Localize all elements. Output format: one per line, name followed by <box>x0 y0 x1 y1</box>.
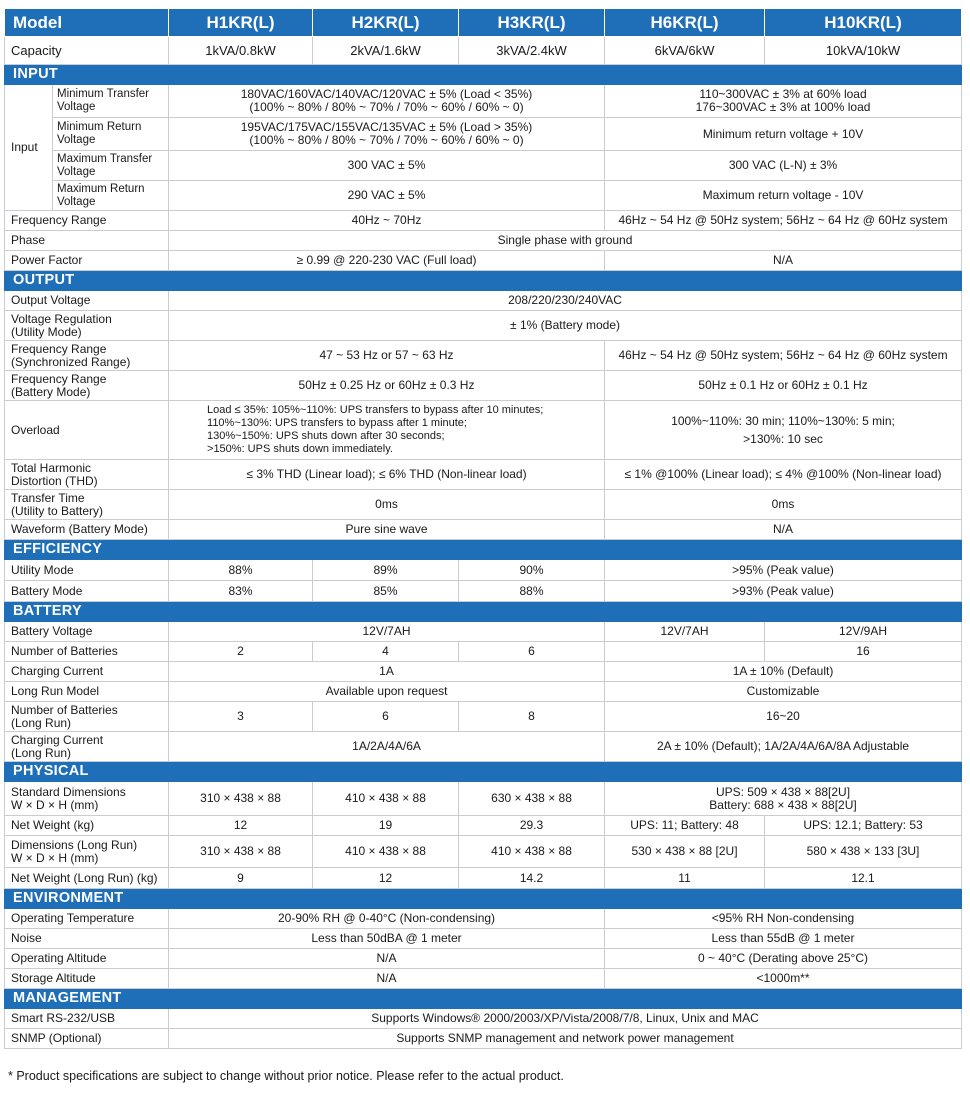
spec-label: Operating Altitude <box>5 949 169 969</box>
spec-value: 40Hz ~ 70Hz <box>169 211 605 231</box>
spec-value: 290 VAC ± 5% <box>169 181 605 211</box>
spec-row <box>5 642 962 662</box>
section-header-battery: BATTERY <box>5 602 962 622</box>
spec-value: 410 × 438 × 88 <box>459 836 605 868</box>
section-header-efficiency: EFFICIENCY <box>5 540 962 560</box>
spec-value: ≤ 3% THD (Linear load); ≤ 6% THD (Non-linear load) <box>169 460 605 490</box>
spec-row <box>5 581 962 602</box>
spec-value: Less than 55dB @ 1 meter <box>605 929 962 949</box>
spec-label: Smart RS-232/USB <box>5 1009 169 1029</box>
spec-value: Available upon request <box>169 682 605 702</box>
spec-value: 29.3 <box>459 816 605 836</box>
spec-value: 8 <box>459 702 605 732</box>
spec-row <box>5 1029 962 1049</box>
spec-value: 300 VAC (L-N) ± 3% <box>605 151 962 181</box>
spec-label: Net Weight (Long Run) (kg) <box>5 868 169 889</box>
spec-value: 12V/7AH <box>605 622 765 642</box>
spec-label: Number of Batteries (Long Run) <box>5 702 169 732</box>
spec-value: N/A <box>169 969 605 989</box>
spec-label: Long Run Model <box>5 682 169 702</box>
spec-value: 16 <box>765 642 962 662</box>
spec-value: ≤ 1% @100% (Linear load); ≤ 4% @100% (Non-linear load) <box>605 460 962 490</box>
spec-value: >95% (Peak value) <box>605 560 962 581</box>
spec-value: 50Hz ± 0.1 Hz or 60Hz ± 0.1 Hz <box>605 371 962 401</box>
spec-row <box>5 1009 962 1029</box>
spec-row <box>5 151 962 181</box>
spec-row <box>5 949 962 969</box>
model-header-label: Model <box>5 9 169 37</box>
spec-value: 310 × 438 × 88 <box>169 782 313 816</box>
spec-label: Total Harmonic Distortion (THD) <box>5 460 169 490</box>
spec-row <box>5 231 962 251</box>
spec-label: Overload <box>5 401 169 460</box>
spec-value: Pure sine wave <box>169 520 605 540</box>
capacity-value: 6kVA/6kW <box>605 37 765 65</box>
capacity-value: 1kVA/0.8kW <box>169 37 313 65</box>
spec-value: 88% <box>459 581 605 602</box>
spec-value: 310 × 438 × 88 <box>169 836 313 868</box>
spec-row <box>5 251 962 271</box>
spec-label: Storage Altitude <box>5 969 169 989</box>
spec-row <box>5 782 962 816</box>
spec-row <box>5 211 962 231</box>
model-h2kr: H2KR(L) <box>313 9 459 37</box>
spec-row <box>5 909 962 929</box>
spec-label: Waveform (Battery Mode) <box>5 520 169 540</box>
model-h6kr: H6KR(L) <box>605 9 765 37</box>
spec-row <box>5 460 962 490</box>
spec-label: Number of Batteries <box>5 642 169 662</box>
spec-value: 47 ~ 53 Hz or 57 ~ 63 Hz <box>169 341 605 371</box>
spec-value: 20-90% RH @ 0-40°C (Non-condensing) <box>169 909 605 929</box>
capacity-label: Capacity <box>5 37 169 65</box>
spec-label: Minimum Transfer Voltage <box>53 85 169 118</box>
spec-value: ± 1% (Battery mode) <box>169 311 962 341</box>
spec-row <box>5 929 962 949</box>
spec-label: Battery Mode <box>5 581 169 602</box>
spec-value: 195VAC/175VAC/155VAC/135VAC ± 5% (Load > 35%) (100% ~ 80% / 80% ~ 70% / 70% ~ 60% / 60% ~ 0) <box>169 118 605 151</box>
spec-value: UPS: 11; Battery: 48 <box>605 816 765 836</box>
spec-value: 110~300VAC ± 3% at 60% load 176~300VAC ± 3% at 100% load <box>605 85 962 118</box>
spec-value: N/A <box>169 949 605 969</box>
section-header-input: INPUT <box>5 65 962 85</box>
spec-value: 12 <box>169 816 313 836</box>
input-group-label: Input <box>5 85 53 211</box>
spec-label: Frequency Range (Synchronized Range) <box>5 341 169 371</box>
section-header-management: MANAGEMENT <box>5 989 962 1009</box>
spec-value: N/A <box>605 251 962 271</box>
capacity-row <box>5 37 962 65</box>
spec-row <box>5 868 962 889</box>
spec-label: Voltage Regulation (Utility Mode) <box>5 311 169 341</box>
spec-value: Less than 50dBA @ 1 meter <box>169 929 605 949</box>
spec-label: Standard Dimensions W × D × H (mm) <box>5 782 169 816</box>
spec-label: Power Factor <box>5 251 169 271</box>
model-h3kr: H3KR(L) <box>459 9 605 37</box>
spec-label: Maximum Return Voltage <box>53 181 169 211</box>
spec-label: Frequency Range (Battery Mode) <box>5 371 169 401</box>
spec-value: 19 <box>313 816 459 836</box>
spec-label: Output Voltage <box>5 291 169 311</box>
capacity-value: 10kVA/10kW <box>765 37 962 65</box>
spec-row <box>5 702 962 732</box>
footnote: * Product specifications are subject to change without prior notice. Please refer to the actual product. <box>8 1069 564 1083</box>
spec-row <box>5 732 962 762</box>
spec-value <box>605 642 765 662</box>
spec-value: Load ≤ 35%: 105%~110%: UPS transfers to bypass after 10 minutes; 110%~130%: UPS transfers to bypass after 1 minute; 130%~150%: UPS shuts down after 30 seconds; >150%: UPS shuts down immediately. <box>169 401 605 460</box>
spec-label: Charging Current <box>5 662 169 682</box>
spec-table <box>4 8 962 1049</box>
spec-value: 3 <box>169 702 313 732</box>
header-row <box>5 9 962 37</box>
spec-row <box>5 291 962 311</box>
spec-label: SNMP (Optional) <box>5 1029 169 1049</box>
spec-row <box>5 622 962 642</box>
spec-row <box>5 816 962 836</box>
spec-value: 12V/9AH <box>765 622 962 642</box>
spec-value: 300 VAC ± 5% <box>169 151 605 181</box>
spec-label: Operating Temperature <box>5 909 169 929</box>
spec-value: 0ms <box>169 490 605 520</box>
spec-value: 16~20 <box>605 702 962 732</box>
spec-value: 1A/2A/4A/6A <box>169 732 605 762</box>
spec-value: 0ms <box>605 490 962 520</box>
spec-label: Minimum Return Voltage <box>53 118 169 151</box>
spec-value: <95% RH Non-condensing <box>605 909 962 929</box>
spec-value: 410 × 438 × 88 <box>313 782 459 816</box>
spec-value: 83% <box>169 581 313 602</box>
spec-label: Utility Mode <box>5 560 169 581</box>
spec-value: 4 <box>313 642 459 662</box>
spec-value: 2 <box>169 642 313 662</box>
spec-row <box>5 118 962 151</box>
model-h10kr: H10KR(L) <box>765 9 962 37</box>
spec-value: ≥ 0.99 @ 220-230 VAC (Full load) <box>169 251 605 271</box>
spec-row <box>5 371 962 401</box>
spec-value: UPS: 509 × 438 × 88[2U] Battery: 688 × 438 × 88[2U] <box>605 782 962 816</box>
spec-value: Maximum return voltage - 10V <box>605 181 962 211</box>
spec-value: 11 <box>605 868 765 889</box>
capacity-value: 3kVA/2.4kW <box>459 37 605 65</box>
spec-value: 12 <box>313 868 459 889</box>
spec-label: Charging Current (Long Run) <box>5 732 169 762</box>
spec-label: Frequency Range <box>5 211 169 231</box>
spec-value: 90% <box>459 560 605 581</box>
spec-row <box>5 836 962 868</box>
spec-value: 46Hz ~ 54 Hz @ 50Hz system; 56Hz ~ 64 Hz @ 60Hz system <box>605 211 962 231</box>
spec-row <box>5 560 962 581</box>
spec-value: UPS: 12.1; Battery: 53 <box>765 816 962 836</box>
spec-row <box>5 662 962 682</box>
spec-value: Single phase with ground <box>169 231 962 251</box>
spec-value: 46Hz ~ 54 Hz @ 50Hz system; 56Hz ~ 64 Hz @ 60Hz system <box>605 341 962 371</box>
spec-label: Transfer Time (Utility to Battery) <box>5 490 169 520</box>
spec-value: 410 × 438 × 88 <box>313 836 459 868</box>
spec-row <box>5 311 962 341</box>
spec-label: Net Weight (kg) <box>5 816 169 836</box>
spec-value: 85% <box>313 581 459 602</box>
model-h1kr: H1KR(L) <box>169 9 313 37</box>
spec-value: 1A <box>169 662 605 682</box>
capacity-value: 2kVA/1.6kW <box>313 37 459 65</box>
spec-value: 2A ± 10% (Default); 1A/2A/4A/6A/8A Adjustable <box>605 732 962 762</box>
spec-row <box>5 490 962 520</box>
spec-value: 580 × 438 × 133 [3U] <box>765 836 962 868</box>
spec-row <box>5 520 962 540</box>
spec-row <box>5 181 962 211</box>
spec-value: 89% <box>313 560 459 581</box>
spec-label: Phase <box>5 231 169 251</box>
spec-value: 530 × 438 × 88 [2U] <box>605 836 765 868</box>
section-header-physical: PHYSICAL <box>5 762 962 782</box>
spec-value: 1A ± 10% (Default) <box>605 662 962 682</box>
spec-row <box>5 682 962 702</box>
spec-value: 12.1 <box>765 868 962 889</box>
spec-value: 12V/7AH <box>169 622 605 642</box>
spec-value: Minimum return voltage + 10V <box>605 118 962 151</box>
spec-value: 88% <box>169 560 313 581</box>
spec-value: 100%~110%: 30 min; 110%~130%: 5 min; >130%: 10 sec <box>605 401 962 460</box>
spec-value: 9 <box>169 868 313 889</box>
spec-label: Battery Voltage <box>5 622 169 642</box>
spec-value: 180VAC/160VAC/140VAC/120VAC ± 5% (Load < 35%) (100% ~ 80% / 80% ~ 70% / 70% ~ 60% / 60% ~ 0) <box>169 85 605 118</box>
spec-value: Supports Windows® 2000/2003/XP/Vista/2008/7/8, Linux, Unix and MAC <box>169 1009 962 1029</box>
spec-value: 630 × 438 × 88 <box>459 782 605 816</box>
section-header-environment: ENVIRONMENT <box>5 889 962 909</box>
spec-row <box>5 401 962 460</box>
spec-row <box>5 969 962 989</box>
spec-value: Customizable <box>605 682 962 702</box>
spec-value: 6 <box>313 702 459 732</box>
spec-value: <1000m** <box>605 969 962 989</box>
spec-row <box>5 85 962 118</box>
spec-value: 50Hz ± 0.25 Hz or 60Hz ± 0.3 Hz <box>169 371 605 401</box>
spec-value: 6 <box>459 642 605 662</box>
section-header-output: OUTPUT <box>5 271 962 291</box>
spec-value: 0 ~ 40°C (Derating above 25°C) <box>605 949 962 969</box>
spec-label: Dimensions (Long Run) W × D × H (mm) <box>5 836 169 868</box>
spec-value: Supports SNMP management and network power management <box>169 1029 962 1049</box>
spec-value: 208/220/230/240VAC <box>169 291 962 311</box>
spec-value: >93% (Peak value) <box>605 581 962 602</box>
spec-row <box>5 341 962 371</box>
spec-label: Noise <box>5 929 169 949</box>
spec-value: N/A <box>605 520 962 540</box>
spec-value: 14.2 <box>459 868 605 889</box>
spec-label: Maximum Transfer Voltage <box>53 151 169 181</box>
